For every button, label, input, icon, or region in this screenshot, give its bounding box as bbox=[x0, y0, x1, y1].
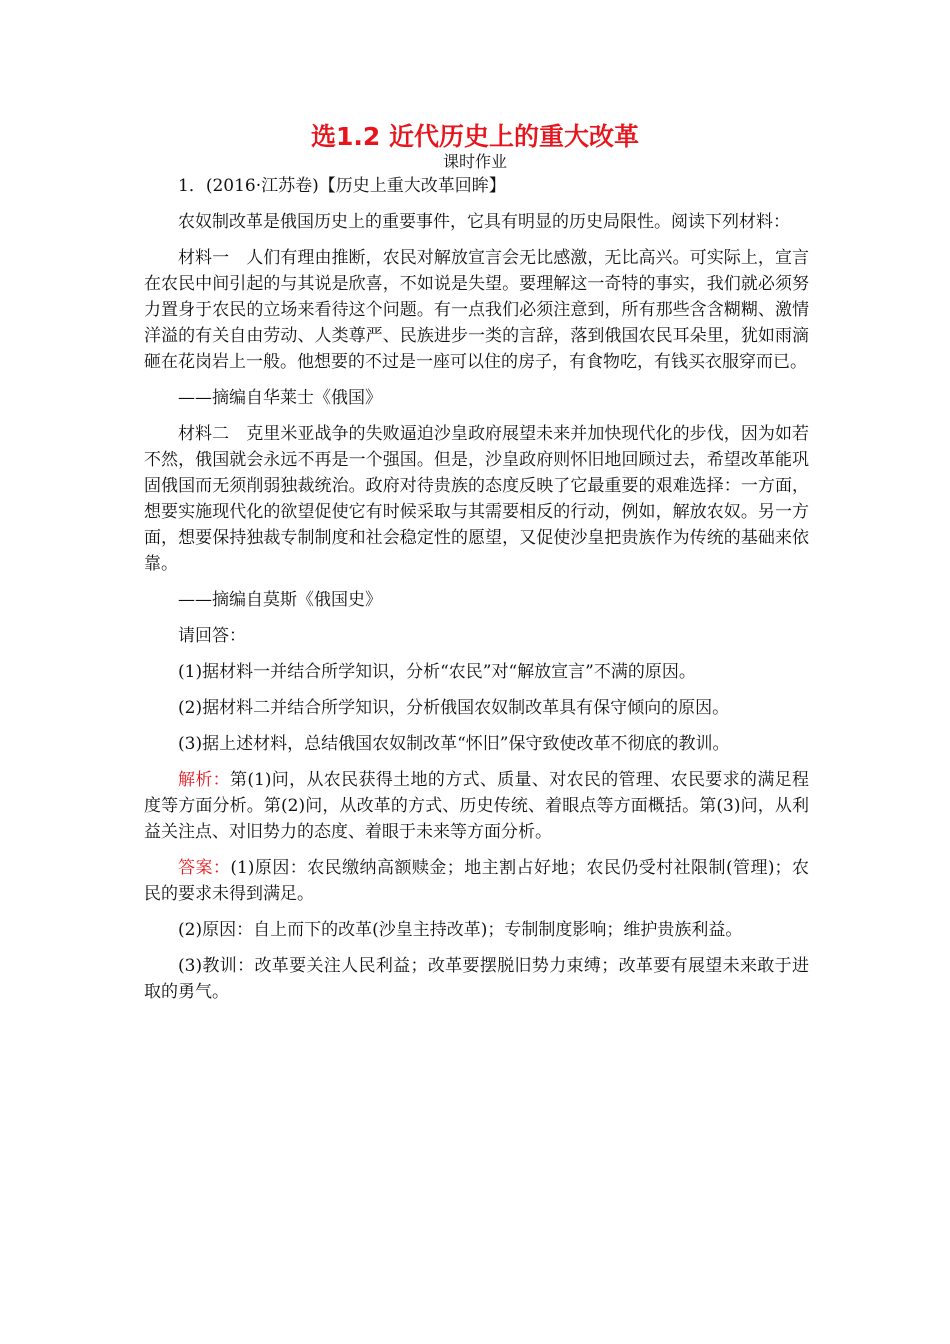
question-intro: 农奴制改革是俄国历史上的重要事件，它具有明显的历史局限性。阅读下列材料： bbox=[178, 212, 790, 232]
page-subtitle: 课时作业 bbox=[442, 152, 507, 171]
document-body bbox=[144, 173, 809, 1015]
material-one: 材料一 人们有理由推断，农民对解放宣言会无比感激，无比高兴。可实际上，宣言在农民中间引起的与其说是欣喜，不如说是失望。要理解这一奇特的事实，我们就必须努力置身于农民的立场来看待这个问题。有一点我们必须注意到，所有那些含含糊糊、激情洋溢的有关自由劳动、人类尊严、民族进步一类的言辞，落到俄国农民耳朵里，犹如雨滴砸在花岗岩上一般。他想要的不过是一座可以住的房子，有食物吃，有钱买衣服穿而已。 bbox=[144, 248, 809, 372]
answer-paragraph bbox=[144, 855, 809, 907]
analysis-paragraph bbox=[144, 767, 809, 845]
page-title: 选1.2 近代历史上的重大改革 bbox=[311, 122, 639, 151]
material-two: 材料二 克里米亚战争的失败逼迫沙皇政府展望未来并加快现代化的步伐，因为如若不然，俄国就会永远不再是一个强国。但是，沙皇政府则怀旧地回顾过去，希望改革能巩固俄国而无须削弱独裁统治。政府对待贵族的态度反映了它最重要的艰难选择：一方面，想要实施现代化的欲望促使它有时候采取与其需要相反的行动，例如，解放农奴。另一方面，想要保持独裁专制制度和社会稳定性的愿望，又促使沙皇把贵族作为传统的基础来依靠。 bbox=[144, 424, 809, 574]
answer-label: 答案： bbox=[178, 858, 231, 878]
analysis-text: 第(1)问，从农民获得土地的方式、质量、对农民的管理、农民要求的满足程度等方面分析。第(2)问，从改革的方式、历史传统、着眼点等方面概括。第(3)问，从利益关注点、对旧势力的态度、着眼于未来等方面分析。 bbox=[144, 770, 809, 842]
answer-item: (1)原因：农民缴纳高额赎金；地主割占好地；农民仍受村社限制(管理)；农民的要求未得到满足。 bbox=[144, 858, 810, 904]
analysis-label: 解析： bbox=[178, 770, 231, 790]
question-header: 1．(2016·江苏卷)【历史上重大改革回眸】 bbox=[178, 176, 506, 196]
question-item: (1)据材料一并结合所学知识，分析“农民”对“解放宣言”不满的原因。 bbox=[178, 662, 696, 682]
material-one-source: ——摘编自华莱士《俄国》 bbox=[178, 388, 382, 408]
question-item: (3)据上述材料，总结俄国农奴制改革“怀旧”保守致使改革不彻底的教训。 bbox=[178, 734, 730, 754]
question-item: (2)据材料二并结合所学知识，分析俄国农奴制改革具有保守倾向的原因。 bbox=[178, 698, 730, 718]
answer-item: (3)教训：改革要关注人民利益；改革要摆脱旧势力束缚；改革要有展望未来敢于进取的勇气。 bbox=[144, 956, 809, 1002]
answer-item: (2)原因：自上而下的改革(沙皇主持改革)；专制制度影响；维护贵族利益。 bbox=[178, 920, 743, 940]
answer-prompt: 请回答： bbox=[178, 626, 246, 646]
material-two-source: ——摘编自莫斯《俄国史》 bbox=[178, 590, 382, 610]
